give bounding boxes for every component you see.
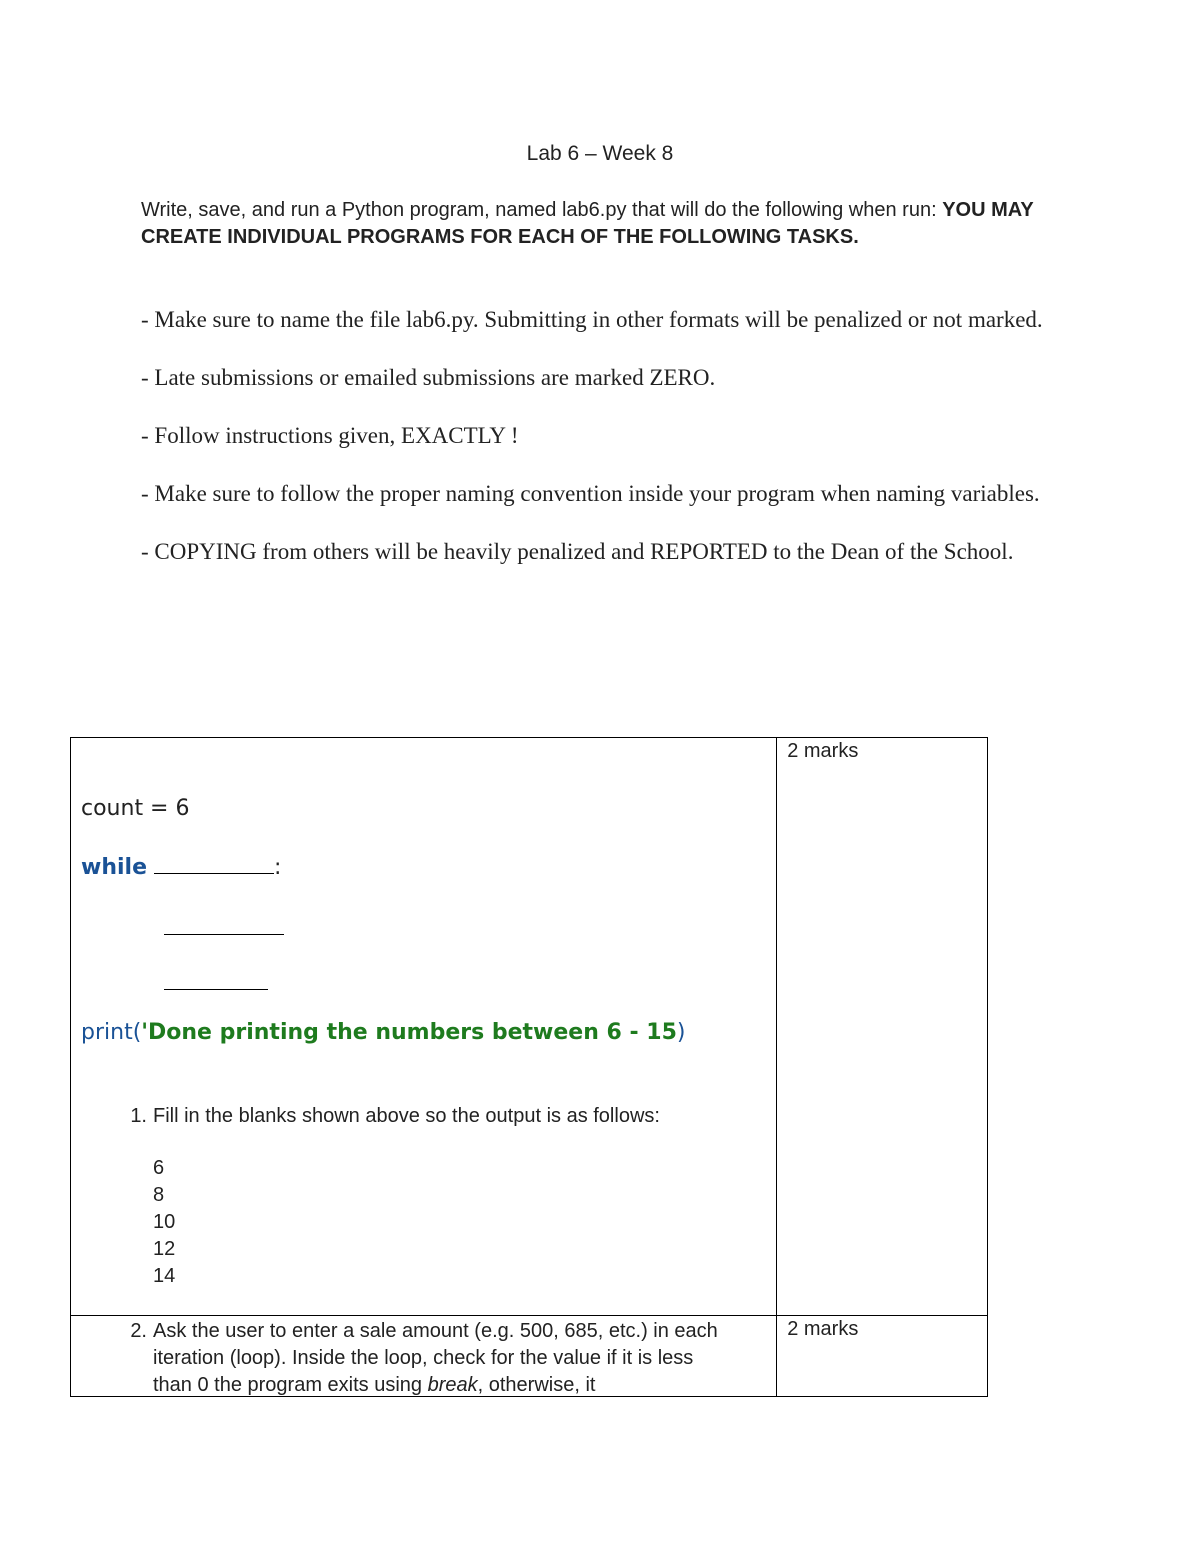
expected-output-list <box>153 1155 175 1290</box>
intro-paragraph <box>141 197 1061 251</box>
task-row-1 <box>71 738 988 1316</box>
task-1-text: Fill in the blanks shown above so the output is as follows: <box>153 1105 660 1127</box>
code-while-keyword: while <box>81 855 147 880</box>
rule-item: - COPYING from others will be heavily penalized and REPORTED to the Dean of the School. <box>141 539 1014 564</box>
task-2-text <box>153 1318 737 1397</box>
output-item: 14 <box>153 1265 176 1287</box>
code-count-line: count = 6 <box>81 796 190 821</box>
rule-item: - Late submissions or emailed submissions are marked ZERO. <box>141 365 716 390</box>
code-while-colon: : <box>274 855 282 880</box>
tasks-table <box>70 737 988 1397</box>
page-title: Lab 6 – Week 8 <box>526 142 674 165</box>
rules-list <box>141 305 1071 595</box>
task-2-text-italic: break <box>427 1374 478 1396</box>
task-1-instruction <box>117 1103 737 1130</box>
code-print-string: 'Done printing the numbers between 6 - 15 <box>141 1020 677 1045</box>
task-2-instruction <box>117 1318 737 1397</box>
while-condition-blank <box>154 853 274 874</box>
rule-item: - Follow instructions given, EXACTLY ! <box>141 423 519 448</box>
task-1-cell <box>71 738 777 1316</box>
task-1-marks-cell <box>777 738 988 1316</box>
output-item: 6 <box>153 1157 165 1179</box>
code-print-close: ) <box>676 1020 686 1045</box>
task-2-text-part-1: Ask the user to enter a sale amount (e.g. 500, 685, etc.) in each iteration (loop). Inside the loop, check for the value if it is less than 0 the program exits using <box>153 1320 718 1396</box>
task-row-2 <box>71 1316 988 1397</box>
code-while-line <box>81 853 281 880</box>
task-2-marks-cell <box>777 1316 988 1397</box>
rule-item: - Make sure to name the file lab6.py. Submitting in other formats will be penalized or not marked. <box>141 307 1043 332</box>
rule-item: - Make sure to follow the proper naming convention inside your program when naming variables. <box>141 481 1040 506</box>
task-2-number: 2. <box>130 1320 147 1342</box>
task-1-marks: 2 marks <box>787 740 859 762</box>
output-item: 12 <box>153 1238 176 1260</box>
code-print-line <box>81 1020 685 1045</box>
task-2-cell <box>71 1316 777 1397</box>
loop-body-blank-1 <box>164 934 284 935</box>
output-item: 10 <box>153 1211 176 1233</box>
loop-body-blank-2 <box>164 989 268 990</box>
task-2-text-part-2: , otherwise, it <box>477 1374 596 1396</box>
output-item: 8 <box>153 1184 165 1206</box>
code-print-fn: print( <box>81 1020 142 1045</box>
task-1-number: 1. <box>130 1105 147 1127</box>
intro-emphasis: YOU MAY CREATE INDIVIDUAL PROGRAMS FOR EACH OF THE FOLLOWING TASKS. <box>141 199 1034 248</box>
intro-text: Write, save, and run a Python program, named lab6.py that will do the following when run: <box>141 199 943 221</box>
task-2-marks: 2 marks <box>787 1318 859 1340</box>
